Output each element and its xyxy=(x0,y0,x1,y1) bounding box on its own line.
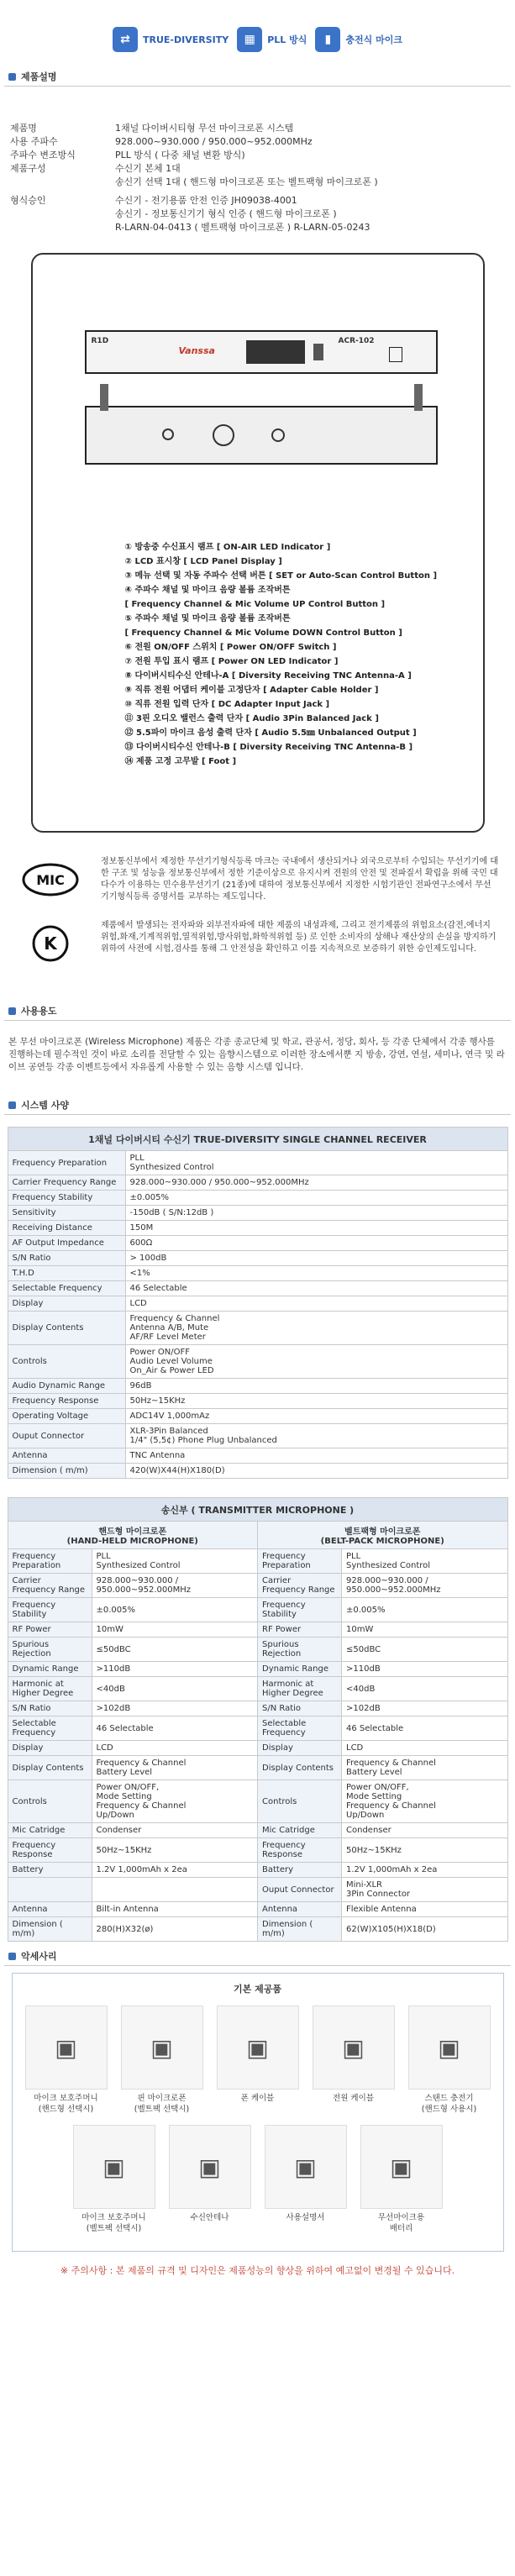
divider xyxy=(4,1114,511,1115)
spec-label: RF Power xyxy=(258,1622,342,1638)
table-row xyxy=(8,1716,507,1741)
badge-label: PLL 방식 xyxy=(267,34,307,45)
spec-label: Dynamic Range xyxy=(258,1662,342,1677)
spec-value: 50Hz~15KHz xyxy=(342,1838,508,1863)
spec-value: >102dB xyxy=(342,1701,508,1716)
spec-value: 1.2V 1,000mAh x 2ea xyxy=(342,1863,508,1878)
spec-value: ±0.005% xyxy=(342,1598,508,1622)
spec-label xyxy=(8,1878,92,1902)
table-row xyxy=(8,1549,507,1574)
spec-label: S/N Ratio xyxy=(8,1701,92,1716)
table-row xyxy=(8,1756,507,1780)
spec-label: Frequency Stability xyxy=(258,1598,342,1622)
spec-label: Dimension ( m/m) xyxy=(8,1917,92,1942)
section-title: 시스템 사양 xyxy=(21,1100,69,1111)
spec-label: Operating Voltage xyxy=(8,1409,125,1424)
table-row xyxy=(8,1151,507,1175)
spec-value: Bilt-in Antenna xyxy=(92,1902,258,1917)
spec-label: Frequency Preparation xyxy=(258,1549,342,1574)
spec-label: Display Contents xyxy=(8,1312,125,1345)
spec-label: Receiving Distance xyxy=(8,1221,125,1236)
spec-row xyxy=(10,162,515,189)
spec-key: 제품구성 xyxy=(10,163,46,174)
spec-label: Display Contents xyxy=(258,1756,342,1780)
table-row xyxy=(8,1251,507,1266)
spec-value: 50Hz~15KHz xyxy=(92,1838,258,1863)
spec-value: 1.2V 1,000mAh x 2ea xyxy=(92,1863,258,1878)
spec-label: Selectable Frequency xyxy=(8,1716,92,1741)
receiver-back-panel xyxy=(85,406,438,465)
cert-text: 제품에서 발생되는 전자파와 외부전자파에 대한 제품의 내성과제, 그리고 전기제품의 위험요소(감전,에너지위험,화재,기계적위험,열적위험,방사위험,화학적위험 등) 로 인한 소비자의 상해나 재산상의 손실을 방지하기 위하여 사전에 시험,검사를 통해 그 안전성을 확인하고 이를 지속적으로 보증하기 위한 승인제도입니다. xyxy=(101,921,497,954)
accessory-label: 마이크 보호주머니 (벨트팩 선택시) xyxy=(81,2213,146,2233)
spec-label: Selectable Frequency xyxy=(8,1281,125,1296)
legend-item: ③ 메뉴 선택 및 자동 주파수 선택 버튼 [ SET or Auto-Scan Control Button ] xyxy=(124,571,438,581)
table-row xyxy=(8,1574,507,1598)
accessory-label: 무선마이크용 배터리 xyxy=(377,2213,425,2233)
accessory-item xyxy=(406,2006,493,2115)
spec-value: 62(W)X105(H)X18(D) xyxy=(342,1917,508,1942)
legend-item: ⑭ 제품 고정 고무발 [ Foot ] xyxy=(124,757,237,766)
table-row xyxy=(8,1838,507,1863)
accessory-item xyxy=(71,2125,158,2234)
table-row xyxy=(8,1281,507,1296)
accessory-label: 폰 케이블 xyxy=(240,2094,275,2103)
column-header: 핸드형 마이크로폰 (HAND-HELD MICROPHONE) xyxy=(8,1522,258,1549)
pouch-icon: ▣ xyxy=(25,2006,108,2090)
bullet-icon xyxy=(8,1007,16,1015)
pin-mic-icon: ▣ xyxy=(121,2006,203,2090)
badge-battery xyxy=(315,27,402,52)
notice-text: ※ 주의사항 : 본 제품의 규격 및 디자인은 제품성능의 향상을 위하여 예고없이 변경될 수 있습니다. xyxy=(60,2265,455,2276)
pll-icon: ▦ xyxy=(237,27,262,52)
spec-value: >110dB xyxy=(342,1662,508,1677)
accessories-title: 기본 제공품 xyxy=(234,1984,281,1995)
spec-value: LCD xyxy=(342,1741,508,1756)
spec-value: Condenser xyxy=(342,1823,508,1838)
table-row xyxy=(8,1266,507,1281)
spec-label: Carrier Frequency Range xyxy=(8,1574,92,1598)
spec-value xyxy=(92,1878,258,1902)
cert-text: 정보통신부에서 제정한 무선기기형식등록 마크는 국내에서 생산되거나 외국으로부터 수입되는 무선기기에 대한 구조 및 성능을 정보통신부에서 정한 기준이상으로 유지시켜 전원의 안전 및 전파질서 확립을 위해 국민 대다수가 이용하는 민수용무선기기 (21종)에 대하여 정보통신부에서 지정한 시험기관인 전파연구소에서 무선기기형식등록 증명서를 교부하는 제도입니다. xyxy=(101,857,498,902)
spec-label: Battery xyxy=(8,1863,92,1878)
spec-value: 50Hz~15KHz xyxy=(125,1394,507,1409)
spec-label: AF Output Impedance xyxy=(8,1236,125,1251)
svg-text:MIC: MIC xyxy=(36,871,65,888)
spec-value: 928.000~930.000 / 950.000~952.000MHz xyxy=(125,1175,507,1191)
spec-label: Harmonic at Higher Degree xyxy=(8,1677,92,1701)
spec-label: Frequency Stability xyxy=(8,1191,125,1206)
spec-label: Spurious Rejection xyxy=(8,1638,92,1662)
antenna-icon: ▣ xyxy=(169,2125,251,2209)
transmitter-spec-table xyxy=(8,1497,508,1942)
k-cert-icon xyxy=(17,920,84,966)
product-spec-list xyxy=(0,87,515,234)
table-row xyxy=(8,1823,507,1838)
spec-value: PLL Synthesized Control xyxy=(92,1549,258,1574)
legend-item: ⑪ 3핀 오디오 밸런스 출력 단자 [ Audio 3Pin Balanced Jack ] xyxy=(124,714,379,723)
spec-value: ≤50dBC xyxy=(92,1638,258,1662)
table-row xyxy=(8,1741,507,1756)
spec-value: <40dB xyxy=(92,1677,258,1701)
antenna-b-icon xyxy=(414,384,423,411)
spec-label: Selectable Frequency xyxy=(258,1716,342,1741)
accessory-label: 마이크 보호주머니 (핸드형 선택시) xyxy=(34,2094,98,2114)
spec-value: 600Ω xyxy=(125,1236,507,1251)
spec-value: <40dB xyxy=(342,1677,508,1701)
spec-value: ≤50dBC xyxy=(342,1638,508,1662)
spec-value: Mini-XLR 3Pin Connector xyxy=(342,1878,508,1902)
table-row xyxy=(8,1409,507,1424)
accessory-label: 스탠드 충전기 (핸드형 사용시) xyxy=(421,2094,477,2114)
spec-value: 1채널 다이버시티형 무선 마이크로폰 시스템 xyxy=(115,123,294,134)
table-row xyxy=(8,1598,507,1622)
table-row xyxy=(8,1448,507,1464)
spec-label: Audio Dynamic Range xyxy=(8,1379,125,1394)
table-row xyxy=(8,1902,507,1917)
charger-icon: ▣ xyxy=(408,2006,491,2090)
manual-icon: ▣ xyxy=(265,2125,347,2209)
diagram-legend xyxy=(125,540,461,769)
spec-label: Antenna xyxy=(8,1902,92,1917)
accessory-label: 수신안테나 xyxy=(190,2213,229,2222)
spec-label: Display Contents xyxy=(8,1756,92,1780)
xlr-jack xyxy=(213,424,234,446)
badge-label: TRUE-DIVERSITY xyxy=(143,34,229,45)
model-label: ACR-102 xyxy=(338,337,375,345)
spec-label: Frequency Response xyxy=(8,1394,125,1409)
spec-label: Frequency Response xyxy=(8,1838,92,1863)
dc-jack xyxy=(162,428,174,440)
spec-key: 주파수 변조방식 xyxy=(10,150,76,160)
spec-label: Ouput Connector xyxy=(8,1424,125,1448)
logo-text: R1D xyxy=(91,337,109,345)
table-row xyxy=(8,1622,507,1638)
spec-value: PLL 방식 ( 다중 채널 변환 방식) xyxy=(115,150,245,160)
spec-label: Antenna xyxy=(8,1448,125,1464)
table-title: 1채널 다이버시티 수신기 TRUE-DIVERSITY SINGLE CHANNEL RECEIVER xyxy=(8,1128,507,1151)
spec-value: Power ON/OFF Audio Level Volume On_Air & Power LED xyxy=(125,1345,507,1379)
legend-item: ⑨ 직류 전원 어댑터 케이블 고정단자 [ Adapter Cable Holder ] xyxy=(124,686,379,695)
accessory-item xyxy=(118,2006,206,2115)
spec-value: 280(H)X32(ø) xyxy=(92,1917,258,1942)
divider xyxy=(4,1965,511,1966)
receiver-front-panel xyxy=(85,330,438,374)
accessories-grid xyxy=(13,2006,503,2234)
accessory-item xyxy=(310,2006,397,2115)
mic-cert-icon xyxy=(17,856,84,902)
legend-item: ⑫ 5.5파이 마이크 음성 출력 단자 [ Audio 5.5㎜ Unbalanced Output ] xyxy=(124,728,417,738)
spec-value: 수신기 - 전기용품 안전 인증 JH09038-4001 송신기 - 정보통신기기 형식 인증 ( 핸드형 마이크로폰 ) R-LARN-04-0413 ( 벨트팩형 마이크로폰 ) R-LARN-05-0243 xyxy=(115,195,370,233)
feature-badges xyxy=(0,0,515,59)
spec-label: Controls xyxy=(8,1345,125,1379)
battery-pack-icon: ▣ xyxy=(360,2125,443,2209)
table-row xyxy=(8,1677,507,1701)
spec-value: >110dB xyxy=(92,1662,258,1677)
table-row xyxy=(8,1296,507,1312)
spec-label: Battery xyxy=(258,1863,342,1878)
section-title: 제품설명 xyxy=(21,71,57,82)
legend-item: ⑤ 주파수 채널 및 마이크 음량 볼륨 조작버튼 xyxy=(124,614,291,623)
table-row xyxy=(8,1464,507,1479)
column-header: 벨트팩형 마이크로폰 (BELT-PACK MICROPHONE) xyxy=(258,1522,508,1549)
pouch-icon: ▣ xyxy=(73,2125,155,2209)
set-button xyxy=(313,344,323,360)
cert-k xyxy=(0,920,515,966)
accessory-label: 전원 케이블 xyxy=(333,2094,374,2103)
spec-label: Frequency Stability xyxy=(8,1598,92,1622)
spec-label: Dimension ( m/m) xyxy=(8,1464,125,1479)
bullet-icon xyxy=(8,73,16,81)
spec-value: PLL Synthesized Control xyxy=(342,1549,508,1574)
legend-item: ⑦ 전원 투입 표시 램프 [ Power ON LED Indicator ] xyxy=(124,657,339,666)
spec-label: Display xyxy=(258,1741,342,1756)
spec-value: 928.000~930.000 / 950.000~952.000MHz xyxy=(92,1574,258,1598)
spec-value: Frequency & Channel Antenna A/B, Mute AF/RF Level Meter xyxy=(125,1312,507,1345)
accessory-label: 핀 마이크로폰 (벨트팩 선택시) xyxy=(134,2094,190,2114)
spec-label: Display xyxy=(8,1741,92,1756)
spec-label: Frequency Preparation xyxy=(8,1549,92,1574)
spec-value: 46 Selectable xyxy=(342,1716,508,1741)
spec-row xyxy=(10,149,515,162)
spec-label: T.H.D xyxy=(8,1266,125,1281)
battery-icon: ▮ xyxy=(315,27,340,52)
spec-value: LCD xyxy=(92,1741,258,1756)
spec-label: Carrier Frequency Range xyxy=(8,1175,125,1191)
receiver-diagram xyxy=(31,253,485,833)
table-row xyxy=(8,1175,507,1191)
accessory-item xyxy=(358,2125,445,2234)
table-row xyxy=(8,1863,507,1878)
spec-value: LCD xyxy=(125,1296,507,1312)
spec-value: 10mW xyxy=(92,1622,258,1638)
spec-value: 10mW xyxy=(342,1622,508,1638)
spec-value: 96dB xyxy=(125,1379,507,1394)
legend-item: ② LCD 표시창 [ LCD Panel Display ] xyxy=(124,557,282,566)
spec-value: 420(W)X44(H)X180(D) xyxy=(125,1464,507,1479)
accessories-box xyxy=(12,1973,504,2252)
table-row xyxy=(8,1701,507,1716)
spec-value: Flexible Antenna xyxy=(342,1902,508,1917)
spec-label: RF Power xyxy=(8,1622,92,1638)
legend-item: ⑥ 전원 ON/OFF 스위치 [ Power ON/OFF Switch ] xyxy=(124,643,337,652)
power-switch xyxy=(389,347,402,362)
spec-label: Mic Catridge xyxy=(258,1823,342,1838)
legend-item: ⑧ 다이버시티수신 안테나-A [ Diversity Receiving TNC Antenna-A ] xyxy=(124,671,412,681)
table-row xyxy=(8,1917,507,1942)
spec-label: Sensitivity xyxy=(8,1206,125,1221)
spec-value: Frequency & Channel Battery Level xyxy=(342,1756,508,1780)
spec-label: Mic Catridge xyxy=(8,1823,92,1838)
spec-row xyxy=(10,194,515,234)
spec-label: Spurious Rejection xyxy=(258,1638,342,1662)
spec-value: PLL Synthesized Control xyxy=(125,1151,507,1175)
section-product-description xyxy=(0,67,515,86)
spec-value: ±0.005% xyxy=(125,1191,507,1206)
spec-label: S/N Ratio xyxy=(258,1701,342,1716)
spec-label: Controls xyxy=(8,1780,92,1823)
table-row xyxy=(8,1236,507,1251)
table-row xyxy=(8,1345,507,1379)
spec-value: 46 Selectable xyxy=(125,1281,507,1296)
section-accessories xyxy=(0,1947,515,1965)
accessory-item xyxy=(23,2006,110,2115)
spec-value: ADC14V 1,000mAz xyxy=(125,1409,507,1424)
spec-row xyxy=(10,135,515,149)
receiver-spec-table xyxy=(8,1127,508,1479)
antenna-a-icon xyxy=(100,384,108,411)
badge-pll xyxy=(237,27,307,52)
usage-text: 본 무선 마이크로폰 (Wireless Microphone) 제품은 각종 종교단체 및 학교, 관공서, 정당, 회사, 등 각종 단체에서 각종 행사를 진행하는데 필수적인 것이 바로 소리를 전달할 수 있는 음향시스템으로 이러한 장소에서뿐 지 방송, 강연, 연설, 세미나, 연극 및 라이브 공연등 각종 이벤트등에서 자유롭게 사용할 수 있는 음향 시스템 입니다. xyxy=(8,1037,505,1072)
section-usage xyxy=(0,1001,515,1020)
badge-label: 충전식 마이크 xyxy=(345,34,402,45)
svg-text:K: K xyxy=(44,933,57,954)
table-row xyxy=(8,1662,507,1677)
spec-value: TNC Antenna xyxy=(125,1448,507,1464)
spec-value: Condenser xyxy=(92,1823,258,1838)
spec-value: XLR-3Pin Balanced 1/4" (5,5¢) Phone Plug Unbalanced xyxy=(125,1424,507,1448)
legend-item: ⑩ 직류 전원 입력 단자 [ DC Adapter Input Jack ] xyxy=(124,700,330,709)
brand-logo: Vanssa xyxy=(178,345,215,356)
spec-label: Controls xyxy=(258,1780,342,1823)
spec-label: Dimension ( m/m) xyxy=(258,1917,342,1942)
spec-label: Harmonic at Higher Degree xyxy=(258,1677,342,1701)
spec-value: Power ON/OFF, Mode Setting Frequency & Channel Up/Down xyxy=(342,1780,508,1823)
spec-key: 제품명 xyxy=(10,123,37,134)
spec-value: 928.000~930.000 / 950.000~952.000MHz xyxy=(115,136,313,147)
accessory-item xyxy=(214,2006,302,2115)
spec-value: Power ON/OFF, Mode Setting Frequency & Channel Up/Down xyxy=(92,1780,258,1823)
legend-item: ⑬ 다이버시티수신 안테나-B [ Diversity Receiving TNC Antenna-B ] xyxy=(124,743,413,752)
spec-label: Display xyxy=(8,1296,125,1312)
spec-label: Frequency Preparation xyxy=(8,1151,125,1175)
section-title: 사용용도 xyxy=(21,1006,57,1017)
spec-value: 46 Selectable xyxy=(92,1716,258,1741)
cert-mic xyxy=(0,856,515,903)
table-row xyxy=(8,1394,507,1409)
section-system-spec xyxy=(0,1096,515,1114)
accessory-label: 사용설명서 xyxy=(286,2213,325,2222)
table-row xyxy=(8,1878,507,1902)
spec-value: -150dB ( S/N:12dB ) xyxy=(125,1206,507,1221)
spec-label: Dynamic Range xyxy=(8,1662,92,1677)
spec-value: <1% xyxy=(125,1266,507,1281)
legend-item: ① 방송중 수신표시 램프 [ ON-AIR LED Indicator ] xyxy=(124,543,331,552)
spec-value: 수신기 본체 1대 송신기 선택 1대 ( 핸드형 마이크로폰 또는 벨트팩형 마이크로폰 ) xyxy=(115,163,378,187)
lcd-panel xyxy=(246,340,305,364)
table-row xyxy=(8,1191,507,1206)
table-row xyxy=(8,1221,507,1236)
table-row xyxy=(8,1206,507,1221)
spec-key: 사용 주파수 xyxy=(10,136,58,147)
badge-diversity xyxy=(113,27,229,52)
bullet-icon xyxy=(8,1953,16,1960)
spec-value: > 100dB xyxy=(125,1251,507,1266)
bullet-icon xyxy=(8,1101,16,1109)
accessory-item xyxy=(262,2125,349,2234)
table-title: 송신부 ( TRANSMITTER MICROPHONE ) xyxy=(8,1498,507,1522)
spec-value: >102dB xyxy=(92,1701,258,1716)
spec-label: Frequency Response xyxy=(258,1838,342,1863)
table-row xyxy=(8,1638,507,1662)
legend-item: [ Frequency Channel & Mic Volume DOWN Control Button ] xyxy=(124,628,402,638)
cable-icon: ▣ xyxy=(217,2006,299,2090)
spec-label: Carrier Frequency Range xyxy=(258,1574,342,1598)
spec-label: S/N Ratio xyxy=(8,1251,125,1266)
table-row xyxy=(8,1312,507,1345)
table-row xyxy=(8,1424,507,1448)
spec-label: Ouput Connector xyxy=(258,1878,342,1902)
spec-label: Antenna xyxy=(258,1902,342,1917)
legend-item: ④ 주파수 채널 및 마이크 음량 볼륨 조작버튼 xyxy=(124,586,291,595)
legend-item: [ Frequency Channel & Mic Volume UP Control Button ] xyxy=(124,600,386,609)
table-row xyxy=(8,1379,507,1394)
diversity-icon: ⇄ xyxy=(113,27,138,52)
spec-row xyxy=(10,122,515,135)
section-title: 악세사리 xyxy=(21,1951,57,1962)
spec-value: 150M xyxy=(125,1221,507,1236)
spec-key: 형식승인 xyxy=(10,195,46,206)
spec-value: Frequency & Channel Battery Level xyxy=(92,1756,258,1780)
spec-value: ±0.005% xyxy=(92,1598,258,1622)
table-row xyxy=(8,1780,507,1823)
accessory-item xyxy=(166,2125,254,2234)
spec-value: 928.000~930.000 / 950.000~952.000MHz xyxy=(342,1574,508,1598)
power-adapter-icon: ▣ xyxy=(313,2006,395,2090)
phone-jack xyxy=(271,428,285,442)
